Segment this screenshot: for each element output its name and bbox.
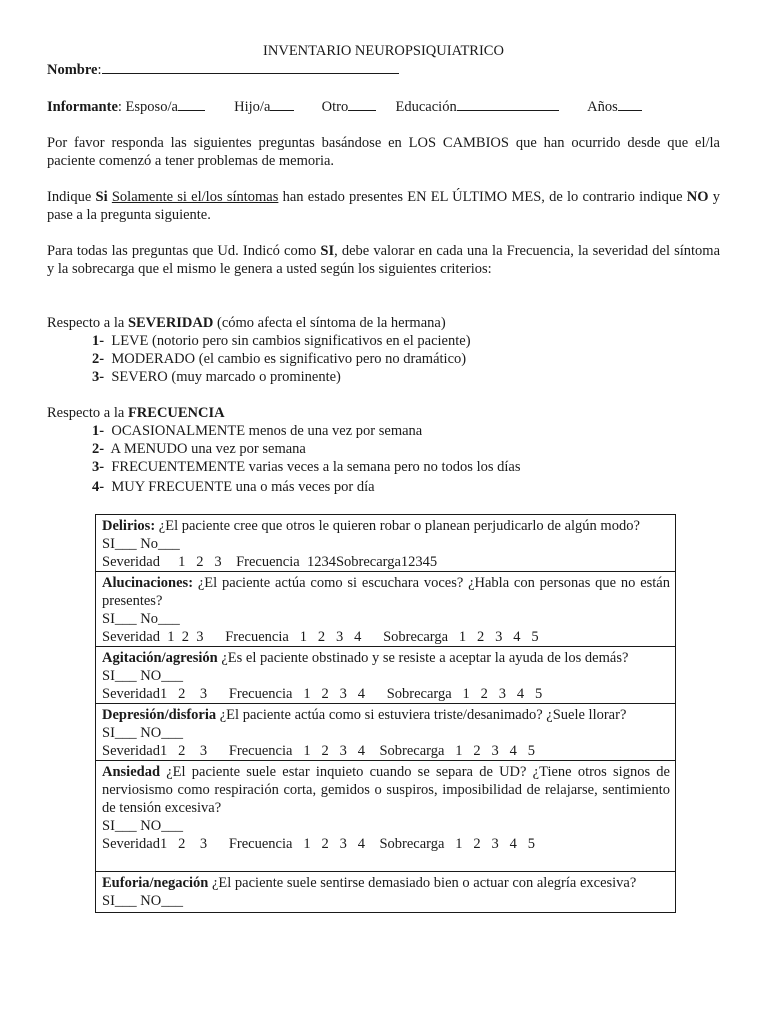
otro-field[interactable] — [348, 97, 376, 111]
frecuencia-heading — [47, 404, 720, 422]
question-agitacion — [96, 646, 675, 703]
question-label: Depresión/disforia — [102, 707, 217, 723]
frecuencia-item: 1- OCASIONALMENTE menos de una vez por semana — [92, 423, 423, 439]
intro-paragraph-1: Por favor responda las siguientes preguntas basándose en LOS CAMBIOS que han ocurrido desde que el/la paciente comenzó a tener problemas de memoria. — [47, 135, 720, 169]
educacion-label: Educación — [395, 99, 457, 115]
item-number: 4 — [92, 479, 100, 495]
rating-scale[interactable]: Severidad 1 2 3 Frecuencia 1234Sobrecarga12345 — [102, 554, 438, 570]
question-text — [102, 517, 670, 535]
si-no-field[interactable]: SI___ NO___ — [102, 818, 183, 834]
item-number: 3 — [92, 369, 100, 385]
p3-text-b: , debe valorar en cada una la Frecuencia, la severidad del síntoma y la sobrecarga que el mismo le genera a usted según los siguientes criterios: — [47, 243, 721, 277]
rating-scale[interactable]: Severidad 1 2 3 Frecuencia 1 2 3 4 Sobrecarga 1 2 3 4 5 — [102, 629, 539, 645]
severidad-lead-a: Respecto a la — [47, 315, 128, 331]
severidad-item: 2- MODERADO (el cambio es significativo pero no dramático) — [92, 351, 467, 367]
p2-si: Si — [95, 189, 108, 205]
questions-table — [95, 514, 676, 913]
question-text — [102, 649, 670, 667]
si-no-field[interactable]: SI___ No___ — [102, 611, 180, 627]
document-title: INVENTARIO NEUROPSIQUIATRICO — [263, 43, 504, 59]
p2-text-d: y pase a la pregunta siguiente. — [47, 189, 721, 223]
si-no-field[interactable]: SI___ NO___ — [102, 725, 183, 741]
question-text — [102, 763, 670, 817]
frecuencia-item: 4- MUY FRECUENTE una o más veces por día — [92, 479, 375, 495]
item-number: 2 — [92, 441, 100, 457]
esposo-option: Esposo/a — [125, 99, 178, 115]
hijo-field[interactable] — [270, 97, 294, 111]
anos-field[interactable] — [618, 97, 642, 111]
item-text: MUY FRECUENTE una o más veces por día — [111, 479, 375, 495]
question-label: Ansiedad — [102, 764, 161, 780]
item-text: OCASIONALMENTE menos de una vez por semana — [111, 423, 423, 439]
rating-scale[interactable]: Severidad1 2 3 Frecuencia 1 2 3 4 Sobrecarga 1 2 3 4 5 — [102, 743, 536, 759]
question-body: ¿El paciente suele sentirse demasiado bien o actuar con alegría excesiva? — [208, 875, 637, 891]
question-body: ¿El paciente actúa como si escuchara voces? ¿Habla con personas que no están presentes? — [102, 575, 670, 609]
question-label: Euforia/negación — [102, 875, 209, 891]
item-number: 1 — [92, 333, 100, 349]
intro-paragraph-3 — [47, 242, 720, 278]
intro-paragraph-2 — [47, 188, 720, 224]
informante-line: Informante: Esposo/a Hijo/a Otro Educación Años — [47, 97, 720, 116]
severidad-lead-c: (cómo afecta el síntoma de la hermana) — [213, 315, 446, 331]
severidad-item: 3- SEVERO (muy marcado o prominente) — [92, 369, 341, 385]
educacion-field[interactable] — [457, 97, 559, 111]
si-no-field[interactable]: SI___ NO___ — [102, 668, 183, 684]
item-text: A MENUDO una vez por semana — [110, 441, 306, 457]
nombre-label: Nombre — [47, 62, 98, 78]
nombre-line: Nombre: — [47, 60, 720, 79]
anos-label: Años — [587, 99, 618, 115]
severidad-list — [92, 332, 720, 386]
item-text: FRECUENTEMENTE varias veces a la semana pero no todos los días — [111, 459, 521, 475]
item-number: 2 — [92, 351, 100, 367]
nombre-field[interactable] — [102, 60, 399, 74]
question-ansiedad — [96, 760, 675, 871]
question-body: ¿El paciente suele estar inquieto cuando se separa de UD? ¿Tiene otros signos de nerviosismo como respiración corta, gemidos o suspiros, imposibilidad de relajarse, sentimiento de tensión excesiva? — [102, 764, 670, 816]
si-no-field[interactable]: SI___ No___ — [102, 536, 180, 552]
otro-option: Otro — [321, 99, 349, 115]
question-body: ¿El paciente actúa como si estuviera triste/desanimado? ¿Suele llorar? — [216, 707, 627, 723]
question-depresion — [96, 703, 675, 760]
p2-no: NO — [686, 189, 709, 205]
informante-label: Informante — [47, 99, 118, 115]
question-text — [102, 574, 670, 610]
severidad-lead-b: SEVERIDAD — [127, 315, 214, 331]
question-text — [102, 874, 670, 892]
question-euforia — [96, 871, 675, 912]
question-body: ¿El paciente cree que otros le quieren robar o planean perjudicarlo de algún modo? — [155, 518, 640, 534]
question-delirios — [96, 515, 675, 571]
p3-text-a: Para todas las preguntas que Ud. Indicó como — [47, 243, 321, 259]
item-text: MODERADO (el cambio es significativo pero no dramático) — [111, 351, 467, 367]
p2-text-c: han estado presentes EN EL ÚLTIMO MES, de lo contrario indique — [278, 189, 687, 205]
esposo-field[interactable] — [178, 97, 205, 111]
question-label: Alucinaciones: — [102, 575, 194, 591]
frecuencia-item: 3- FRECUENTEMENTE varias veces a la semana pero no todos los días — [92, 459, 521, 475]
question-label: Agitación/agresión — [102, 650, 218, 666]
p2-underlined: Solamente si el/los síntomas — [111, 189, 279, 205]
item-number: 1 — [92, 423, 100, 439]
question-label: Delirios: — [102, 518, 156, 534]
frecuencia-lead-a: Respecto a la — [47, 405, 128, 421]
p3-si: SI — [320, 243, 335, 259]
item-text: LEVE (notorio pero sin cambios significativos en el paciente) — [111, 333, 471, 349]
si-no-field[interactable]: SI___ NO___ — [102, 893, 183, 909]
item-number: 3 — [92, 459, 100, 475]
frecuencia-list — [92, 422, 720, 496]
hijo-option: Hijo/a — [234, 99, 271, 115]
severidad-heading — [47, 314, 720, 332]
question-alucinaciones — [96, 571, 675, 646]
question-text — [102, 706, 670, 724]
rating-scale[interactable]: Severidad1 2 3 Frecuencia 1 2 3 4 Sobrecarga 1 2 3 4 5 — [102, 686, 543, 702]
document-page — [47, 42, 720, 496]
question-body: ¿Es el paciente obstinado y se resiste a aceptar la ayuda de los demás? — [217, 650, 629, 666]
severidad-item: 1- LEVE (notorio pero sin cambios significativos en el paciente) — [92, 333, 471, 349]
item-text: SEVERO (muy marcado o prominente) — [111, 369, 341, 385]
frecuencia-item: 2- A MENUDO una vez por semana — [92, 441, 306, 457]
rating-scale[interactable]: Severidad1 2 3 Frecuencia 1 2 3 4 Sobrecarga 1 2 3 4 5 — [102, 836, 536, 852]
frecuencia-lead-b: FRECUENCIA — [127, 405, 225, 421]
p2-text-a: Indique — [47, 189, 96, 205]
